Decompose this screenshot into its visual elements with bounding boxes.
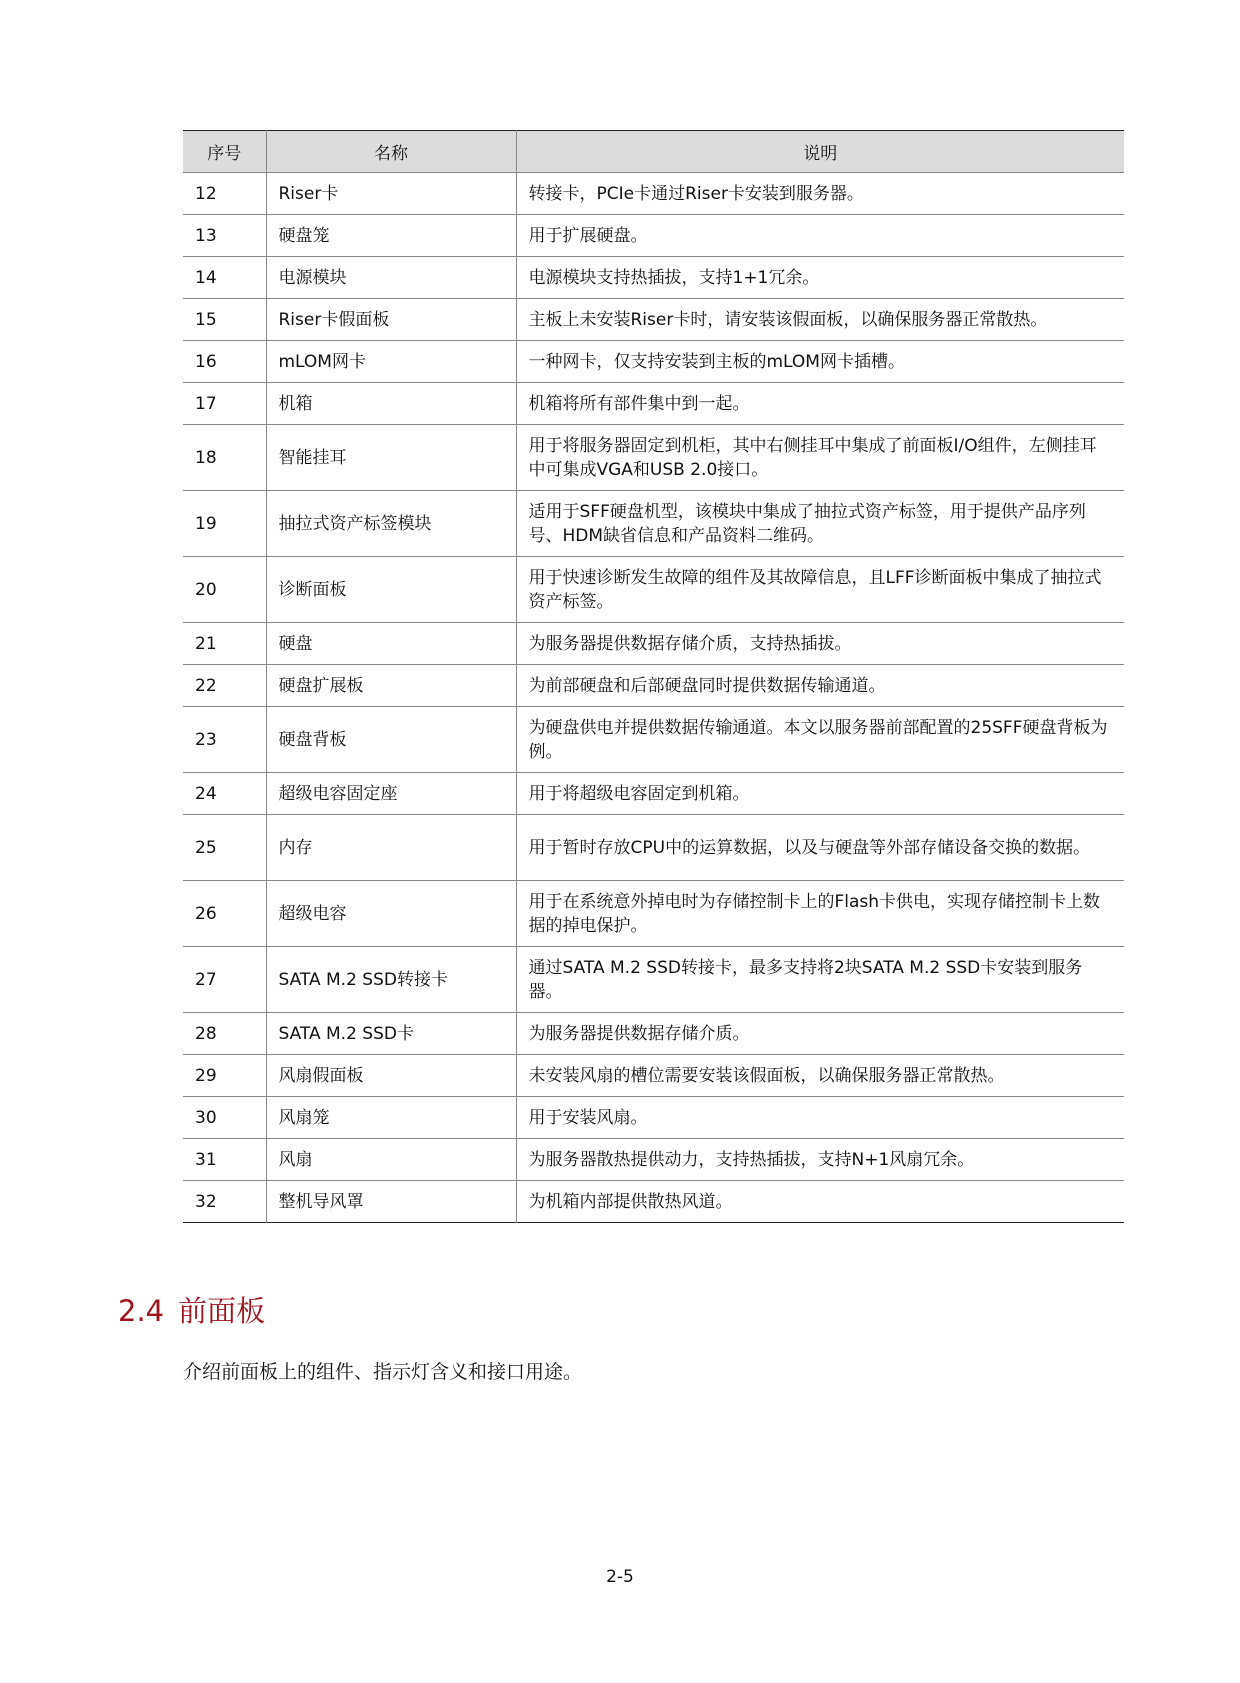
cell-description: 用于暂时存放CPU中的运算数据，以及与硬盘等外部存储设备交换的数据。 [516,815,1124,881]
table-row [183,425,1124,491]
cell-name: 风扇假面板 [266,1055,516,1097]
cell-description: 为服务器提供数据存储介质，支持热插拔。 [516,623,1124,665]
cell-description: 为硬盘供电并提供数据传输通道。本文以服务器前部配置的25SFF硬盘背板为例。 [516,707,1124,773]
cell-description: 用于在系统意外掉电时为存储控制卡上的Flash卡供电，实现存储控制卡上数据的掉电保护。 [516,881,1124,947]
cell-name: 诊断面板 [266,557,516,623]
section-heading [118,1289,265,1330]
cell-description: 未安装风扇的槽位需要安装该假面板，以确保服务器正常散热。 [516,1055,1124,1097]
cell-description: 为前部硬盘和后部硬盘同时提供数据传输通道。 [516,665,1124,707]
section-number: 2.4 [118,1294,165,1328]
cell-name: 硬盘笼 [266,215,516,257]
cell-name: 风扇 [266,1139,516,1181]
cell-name: 机箱 [266,383,516,425]
cell-name: 超级电容 [266,881,516,947]
table-row [183,557,1124,623]
section-title: 前面板 [178,1294,266,1328]
cell-no: 24 [183,773,266,815]
cell-name: 硬盘 [266,623,516,665]
table-row [183,341,1124,383]
cell-no: 18 [183,425,266,491]
table-row [183,1055,1124,1097]
cell-no: 22 [183,665,266,707]
cell-no: 19 [183,491,266,557]
table-row [183,773,1124,815]
cell-description: 用于扩展硬盘。 [516,215,1124,257]
cell-name: Riser卡 [266,173,516,215]
table-header-row [183,131,1124,173]
table-row [183,215,1124,257]
cell-name: 内存 [266,815,516,881]
cell-description: 一种网卡，仅支持安装到主板的mLOM网卡插槽。 [516,341,1124,383]
header-no: 序号 [183,131,266,173]
cell-name: SATA M.2 SSD卡 [266,1013,516,1055]
cell-no: 32 [195,1191,217,1212]
cell-no: 17 [183,383,266,425]
cell-no: 12 [183,173,266,215]
table-row [183,383,1124,425]
table-row [183,881,1124,947]
table-row [183,1139,1124,1181]
cell-description: 机箱将所有部件集中到一起。 [516,383,1124,425]
cell-no: 14 [183,257,266,299]
cell-name: 超级电容固定座 [266,773,516,815]
cell-no: 26 [183,881,266,947]
cell-no: 31 [183,1139,266,1181]
section-intro: 介绍前面板上的组件、指示灯含义和接口用途。 [183,1361,583,1383]
cell-no: 25 [183,815,266,881]
cell-description: 通过SATA M.2 SSD转接卡，最多支持将2块SATA M.2 SSD卡安装到服务器。 [516,947,1124,1013]
cell-description: 适用于SFF硬盘机型，该模块中集成了抽拉式资产标签，用于提供产品序列号、HDM缺省信息和产品资料二维码。 [516,491,1124,557]
cell-no: 13 [183,215,266,257]
cell-no: 30 [183,1097,266,1139]
table-row [183,257,1124,299]
table-row [183,299,1124,341]
table-row [183,665,1124,707]
table-row [183,1181,1124,1223]
cell-no: 29 [183,1055,266,1097]
table-row [183,1013,1124,1055]
cell-no: 21 [183,623,266,665]
cell-name: SATA M.2 SSD转接卡 [266,947,516,1013]
page-number: 2-5 [606,1567,634,1587]
cell-description: 用于将超级电容固定到机箱。 [516,773,1124,815]
table-row [183,947,1124,1013]
table-row [183,707,1124,773]
cell-name: Riser卡假面板 [266,299,516,341]
cell-description: 为服务器散热提供动力，支持热插拔，支持N+1风扇冗余。 [516,1139,1124,1181]
cell-description: 用于快速诊断发生故障的组件及其故障信息，且LFF诊断面板中集成了抽拉式资产标签。 [516,557,1124,623]
cell-name: 智能挂耳 [266,425,516,491]
table-row [183,1097,1124,1139]
cell-name: 整机导风罩 [266,1181,516,1223]
cell-name: 电源模块 [266,257,516,299]
table-row [183,623,1124,665]
cell-description: 为服务器提供数据存储介质。 [516,1013,1124,1055]
components-table [183,130,1124,1223]
cell-name: 硬盘背板 [266,707,516,773]
cell-description: 主板上未安装Riser卡时，请安装该假面板，以确保服务器正常散热。 [516,299,1124,341]
cell-description: 用于将服务器固定到机柜，其中右侧挂耳中集成了前面板I/O组件，左侧挂耳中可集成VGA和USB 2.0接口。 [516,425,1124,491]
cell-no: 16 [183,341,266,383]
table-row [183,173,1124,215]
cell-name: 抽拉式资产标签模块 [266,491,516,557]
cell-description: 电源模块支持热插拔，支持1+1冗余。 [516,257,1124,299]
header-description: 说明 [516,131,1124,173]
table-body [183,173,1124,1223]
table-row [183,491,1124,557]
cell-no: 20 [183,557,266,623]
cell-description: 转接卡，PCIe卡通过Riser卡安装到服务器。 [516,173,1124,215]
cell-name: 硬盘扩展板 [266,665,516,707]
cell-no: 27 [183,947,266,1013]
cell-name: mLOM网卡 [266,341,516,383]
cell-no: 28 [183,1013,266,1055]
header-name: 名称 [266,131,516,173]
cell-no: 15 [183,299,266,341]
cell-description: 为机箱内部提供散热风道。 [516,1181,1124,1223]
cell-name: 风扇笼 [266,1097,516,1139]
cell-no: 23 [183,707,266,773]
cell-description: 用于安装风扇。 [516,1097,1124,1139]
table-row [183,815,1124,881]
